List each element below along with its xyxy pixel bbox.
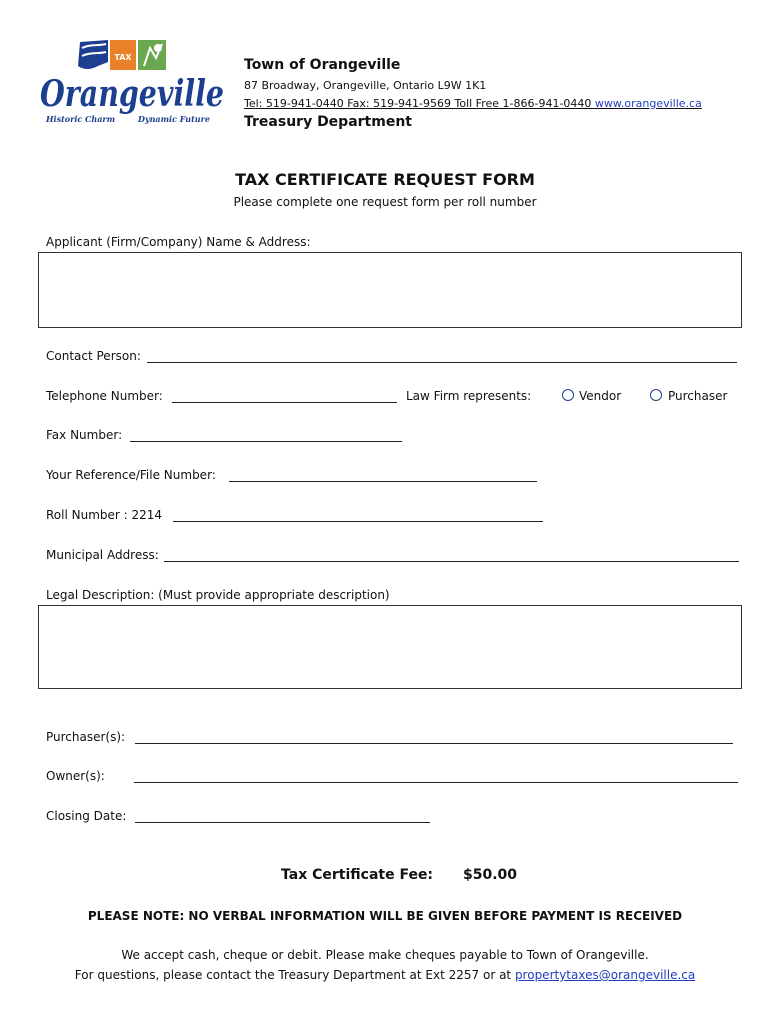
website-link[interactable]: www.orangeville.ca	[594, 97, 702, 110]
law-firm-label: Law Firm represents:	[406, 389, 532, 403]
form-title: TAX CERTIFICATE REQUEST FORM	[235, 170, 535, 189]
telephone-line[interactable]	[172, 402, 397, 403]
svg-text:TAX: TAX	[114, 53, 132, 62]
applicant-label: Applicant (Firm/Company) Name & Address:	[46, 235, 311, 249]
questions-text	[0, 968, 770, 982]
reference-label: Your Reference/File Number:	[46, 468, 216, 482]
purchasers-label: Purchaser(s):	[46, 730, 126, 744]
payment-methods-text: We accept cash, cheque or debit. Please make cheques payable to Town of Orangeville.	[121, 948, 649, 962]
fee-label: Tax Certificate Fee:	[281, 867, 434, 883]
fax-line[interactable]	[130, 441, 402, 442]
contact-person-label: Contact Person:	[46, 349, 141, 363]
vendor-radio[interactable]	[562, 389, 574, 401]
closing-date-line[interactable]	[135, 822, 430, 823]
applicant-box[interactable]	[38, 252, 742, 328]
reference-line[interactable]	[229, 481, 537, 482]
contact-line	[244, 97, 702, 110]
orangeville-logo	[38, 36, 228, 132]
purchasers-line[interactable]	[135, 743, 733, 744]
vendor-label: Vendor	[579, 389, 622, 403]
logo-wordmark: Orangeville	[40, 73, 224, 115]
roll-number-label: Roll Number : 2214	[46, 508, 163, 522]
fax-label: Fax Number:	[46, 428, 123, 442]
legal-description-label: Legal Description: (Must provide appropriate description)	[46, 588, 390, 602]
purchaser-label: Purchaser	[668, 389, 728, 403]
town-address: 87 Broadway, Orangeville, Ontario L9W 1K1	[244, 79, 487, 92]
fee-value: $50.00	[463, 867, 518, 883]
form-subtitle: Please complete one request form per roll number	[233, 195, 537, 209]
logo-tagline-left: Historic Charm	[46, 114, 116, 124]
logo-tagline-right: Dynamic Future	[138, 114, 210, 124]
closing-date-label: Closing Date:	[46, 809, 127, 823]
phone-fax-text: Tel: 519-941-0440 Fax: 519-941-9569 Toll Free 1-866-941-0440	[244, 97, 595, 110]
email-link[interactable]: propertytaxes@orangeville.ca	[514, 968, 696, 982]
department-name: Treasury Department	[244, 114, 412, 130]
town-name: Town of Orangeville	[244, 57, 401, 73]
municipal-address-label: Municipal Address:	[46, 548, 159, 562]
legal-description-box[interactable]	[38, 605, 742, 689]
owners-label: Owner(s):	[46, 769, 105, 783]
owners-line[interactable]	[134, 782, 738, 783]
purchaser-radio[interactable]	[650, 389, 662, 401]
questions-label: For questions, please contact the Treasury Department at Ext 2257 or at	[74, 968, 515, 982]
telephone-label: Telephone Number:	[46, 389, 163, 403]
contact-person-line[interactable]	[147, 362, 737, 363]
payment-note: PLEASE NOTE: NO VERBAL INFORMATION WILL BE GIVEN BEFORE PAYMENT IS RECEIVED	[87, 909, 683, 923]
municipal-address-line[interactable]	[164, 561, 739, 562]
roll-number-line[interactable]	[173, 521, 543, 522]
